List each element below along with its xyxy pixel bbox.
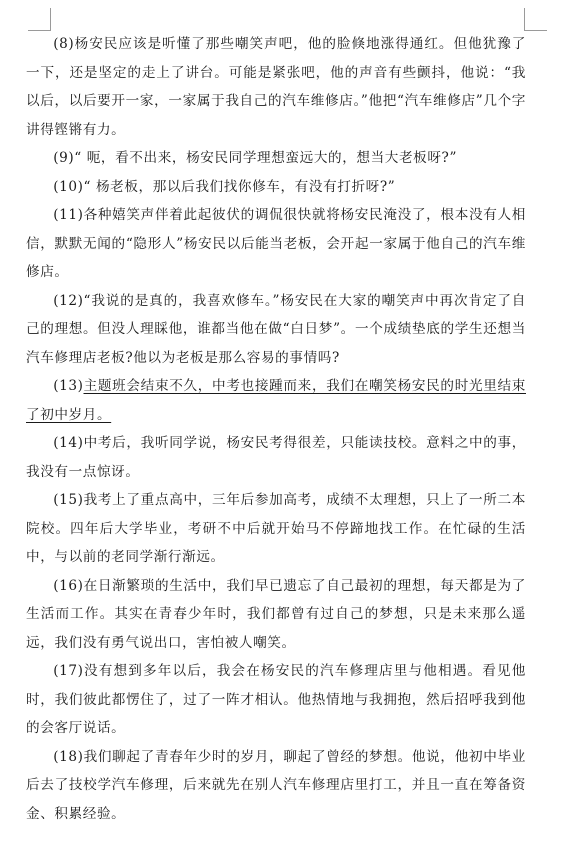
paragraph-number: (13) bbox=[53, 378, 84, 394]
page-corner-mark-top-right bbox=[524, 8, 547, 31]
paragraph-number: (11) bbox=[53, 207, 84, 223]
paragraph-text: “ 杨老板，那以后我们找你修车，有没有打折呀?” bbox=[83, 178, 396, 195]
paragraph-13 bbox=[26, 372, 526, 429]
paragraph-text: 我考上了重点高中，三年后参加高考，成绩不太理想，只上了一所二本院校。四年后大学毕业，考研不中后就开始马不停蹄地找工作。在忙碌的生活中，与以前的老同学渐行渐远。 bbox=[26, 492, 526, 565]
paragraph-8 bbox=[26, 30, 526, 144]
paragraph-12 bbox=[26, 287, 526, 373]
paragraph-text: 各种嬉笑声伴着此起彼伏的调侃很快就将杨安民淹没了，根本没有人相信，默默无闻的“隐形人”杨安民以后能当老板，会开起一家属于他自己的汽车维修店。 bbox=[26, 207, 526, 280]
paragraph-number: (12) bbox=[53, 292, 84, 309]
paragraph-17 bbox=[26, 657, 526, 743]
paragraph-text: 没有想到多年以后，我会在杨安民的汽车修理店里与他相遇。看见他时，我们彼此都愣住了，过了一阵才相认。他热情地与我拥抱，然后招呼我到他的会客厅说话。 bbox=[26, 663, 526, 736]
paragraph-15 bbox=[26, 486, 526, 572]
paragraph-14 bbox=[26, 429, 526, 486]
document-body[interactable] bbox=[26, 30, 526, 828]
paragraph-10 bbox=[26, 173, 526, 202]
paragraph-number: (8) bbox=[53, 36, 75, 52]
paragraph-18 bbox=[26, 743, 526, 829]
paragraph-text: 我们聊起了青春年少时的岁月，聊起了曾经的梦想。他说，他初中毕业后去了技校学汽车修理，后来就先在别人汽车修理店里打工，并且一直在筹备资金、积累经验。 bbox=[26, 748, 526, 822]
paragraph-number: (16) bbox=[53, 577, 84, 594]
paragraph-number: (18) bbox=[53, 748, 84, 765]
paragraph-text-underlined: 主题班会结束不久，中考也接踵而来，我们在嘲笑杨安民的时光里结束了初中岁月。 bbox=[26, 378, 526, 423]
paragraph-number: (15) bbox=[53, 492, 84, 508]
paragraph-text: 中考后，我听同学说，杨安民考得很差，只能读技校。意料之中的事，我没有一点惊讶。 bbox=[26, 435, 526, 480]
paragraph-number: (9) bbox=[53, 150, 75, 166]
paragraph-9 bbox=[26, 144, 526, 173]
page-corner-mark-top-left bbox=[28, 8, 51, 31]
paragraph-number: (14) bbox=[53, 435, 84, 451]
paragraph-number: (10) bbox=[53, 178, 84, 195]
paragraph-text: “ 呃，看不出来，杨安民同学理想蛮远大的，想当大老板呀?” bbox=[74, 150, 457, 166]
paragraph-text: “我说的是真的，我喜欢修车。”杨安民在大家的嘲笑声中再次肯定了自己的理想。但没人理睬他，谁都当他在做“白日梦”。一个成绩垫底的学生还想当汽车修理店老板?他以为老板是那么容易的事情吗? bbox=[26, 292, 526, 366]
paragraph-text: 杨安民应该是听懂了那些嘲笑声吧，他的脸倏地涨得通红。但他犹豫了一下，还是坚定的走上了讲台。可能是紧张吧，他的声音有些颤抖，他说：“我以后，以后要开一家，一家属于我自己的汽车维修店。”他把“汽车维修店”几个字讲得铿锵有力。 bbox=[26, 36, 526, 138]
paragraph-number: (17) bbox=[53, 663, 84, 679]
paragraph-11 bbox=[26, 201, 526, 287]
paragraph-16 bbox=[26, 572, 526, 658]
paragraph-text: 在日渐繁琐的生活中，我们早已遗忘了自己最初的理想，每天都是为了生活而工作。其实在青春少年时，我们都曾有过自己的梦想，只是未来那么遥远，我们没有勇气说出口，害怕被人嘲笑。 bbox=[26, 577, 526, 651]
